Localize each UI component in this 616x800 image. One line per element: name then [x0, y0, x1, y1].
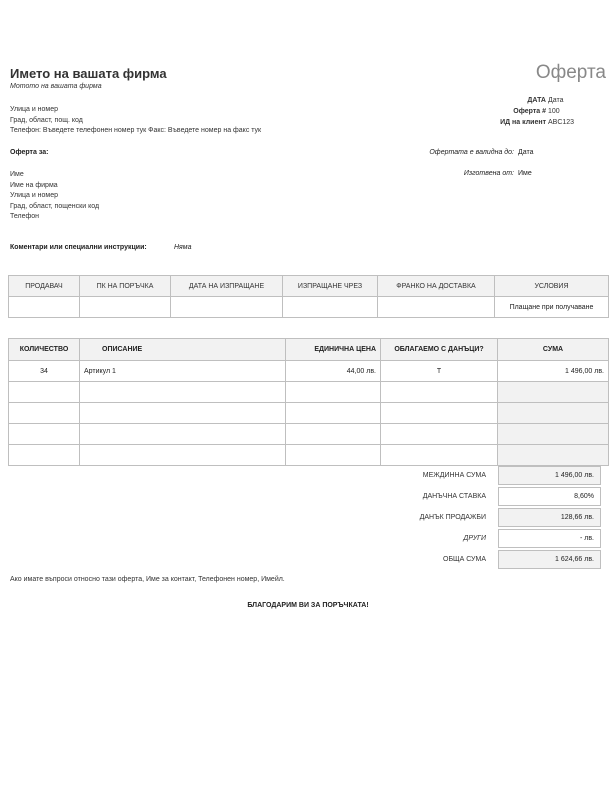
table-cell	[498, 424, 609, 445]
table-row	[9, 382, 609, 403]
table-cell	[286, 403, 381, 424]
table-header: СУМА	[498, 339, 609, 361]
other-value: - лв.	[498, 529, 601, 548]
tax-rate-value: 8,60%	[498, 487, 601, 506]
table-header: УСЛОВИЯ	[495, 276, 609, 297]
address-line: Улица и номер	[10, 106, 59, 113]
table-cell	[498, 403, 609, 424]
table-cell	[171, 297, 283, 318]
valid-until-value: Дата	[518, 149, 534, 156]
shipping-table	[8, 275, 609, 318]
table-cell: 34	[9, 361, 80, 382]
total-row	[380, 549, 601, 570]
table-header: ОБЛАГАЕМО С ДАНЪЦИ?	[381, 339, 498, 361]
table-cell	[381, 424, 498, 445]
table-cell: Артикул 1	[80, 361, 286, 382]
table-row	[9, 445, 609, 466]
table-cell	[378, 297, 495, 318]
other-label: ДРУГИ	[463, 535, 486, 542]
table-header: ОПИСАНИЕ	[80, 339, 286, 361]
subtotal-label: МЕЖДИННА СУМА	[422, 472, 486, 479]
items-header-row	[9, 339, 609, 361]
table-cell	[80, 297, 171, 318]
table-header: ЕДИНИЧНА ЦЕНА	[286, 339, 381, 361]
table-cell	[498, 445, 609, 466]
address-line: Телефон: Въведете телефонен номер тук Факс: Въведете номер на факс тук	[10, 127, 262, 134]
shipping-header-row	[9, 276, 609, 297]
client-line: Име	[10, 171, 24, 178]
total-value: 1 624,66 лв.	[498, 550, 601, 569]
subtotal-row	[380, 465, 601, 486]
table-cell	[381, 382, 498, 403]
company-name: Името на вашата фирма	[10, 66, 167, 81]
table-cell	[381, 445, 498, 466]
contact-note: Ако имате въпроси относно тази оферта, Име за контакт, Телефонен номер, Имейл.	[10, 576, 285, 583]
table-cell	[9, 382, 80, 403]
meta-labels	[500, 95, 546, 128]
table-row	[9, 424, 609, 445]
quote-number-value: 100	[548, 108, 560, 115]
table-cell	[381, 403, 498, 424]
table-cell: 1 496,00 лв.	[498, 361, 609, 382]
table-header: ПК НА ПОРЪЧКА	[80, 276, 171, 297]
prepared-by-label: Изготвена от:	[463, 170, 514, 177]
other-row	[380, 528, 601, 549]
table-cell	[80, 382, 286, 403]
table-row	[9, 361, 609, 382]
subtotal-value: 1 496,00 лв.	[498, 466, 601, 485]
items-table	[8, 338, 609, 466]
table-row	[9, 297, 609, 318]
address-line: Град, област, пощ. код	[10, 116, 83, 124]
table-cell	[286, 382, 381, 403]
prepared-by-value: Име	[518, 170, 532, 177]
sales-tax-value: 128,66 лв.	[498, 508, 601, 527]
table-header: КОЛИЧЕСТВО	[9, 339, 80, 361]
date-value: Дата	[548, 97, 564, 104]
table-header: ПРОДАВАЧ	[9, 276, 80, 297]
client-block	[10, 170, 99, 223]
table-cell	[80, 445, 286, 466]
client-line: Град, област, пощенски код	[10, 202, 100, 210]
company-address	[10, 105, 261, 137]
table-cell	[498, 382, 609, 403]
tax-rate-label: ДАНЪЧНА СТАВКА	[422, 493, 486, 500]
document-title: Оферта	[535, 62, 606, 83]
table-cell: Плащане при получаване	[495, 297, 609, 318]
client-line: Улица и номер	[10, 192, 59, 199]
thank-you-message: БЛАГОДАРИМ ВИ ЗА ПОРЪЧКАТА!	[247, 602, 369, 609]
tax-rate-row	[380, 486, 601, 507]
date-label: ДАТА	[527, 97, 546, 104]
client-id-label: ИД на клиент	[500, 119, 546, 126]
client-id-value: ABC123	[548, 119, 575, 126]
company-slogan: Мотото на вашата фирма	[10, 83, 102, 90]
offer-for-label: Оферта за:	[10, 149, 49, 156]
comments-value: Няма	[174, 244, 192, 251]
client-line: Име на фирма	[10, 181, 58, 189]
table-cell	[9, 445, 80, 466]
total-label: ОБЩА СУМА	[443, 556, 486, 563]
table-cell	[9, 424, 80, 445]
table-row	[9, 403, 609, 424]
table-cell	[80, 403, 286, 424]
table-cell	[283, 297, 378, 318]
table-header: ФРАНКО НА ДОСТАВКА	[378, 276, 495, 297]
table-cell: T	[381, 361, 498, 382]
table-cell	[9, 403, 80, 424]
totals-block	[380, 465, 601, 570]
sales-tax-row	[380, 507, 601, 528]
table-header: ДАТА НА ИЗПРАЩАНЕ	[171, 276, 283, 297]
valid-until-label: Офертата е валидна до:	[429, 149, 514, 156]
comments-label: Коментари или специални инструкции:	[10, 244, 147, 251]
table-cell: 44,00 лв.	[286, 361, 381, 382]
sales-tax-label: ДАНЪК ПРОДАЖБИ	[419, 514, 486, 521]
table-cell	[9, 297, 80, 318]
table-cell	[286, 445, 381, 466]
table-header: ИЗПРАЩАНЕ ЧРЕЗ	[283, 276, 378, 297]
client-line: Телефон	[10, 213, 40, 220]
meta-values	[548, 95, 574, 128]
quote-number-label: Оферта #	[513, 108, 546, 115]
table-cell	[80, 424, 286, 445]
table-cell	[286, 424, 381, 445]
